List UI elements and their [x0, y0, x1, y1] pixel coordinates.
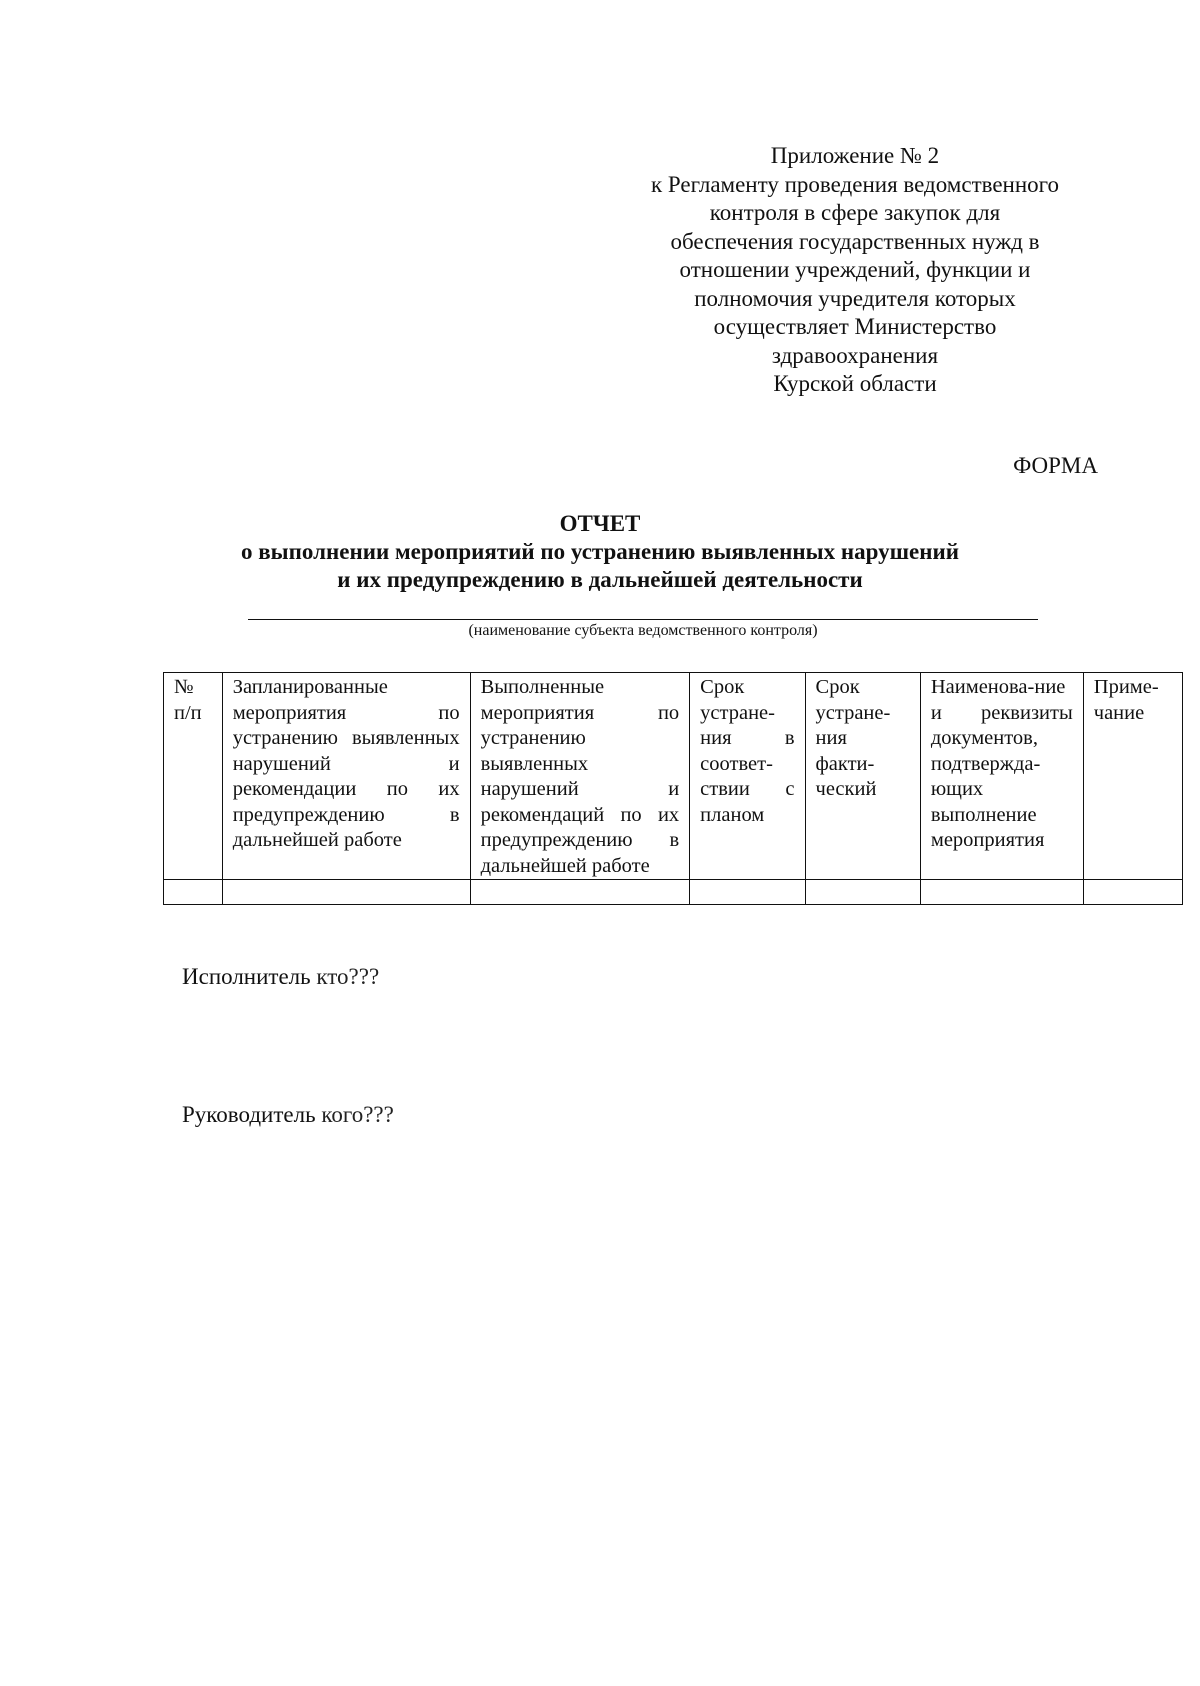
header-cell-text: Наименова-ние и реквизиты документов, подтвержда-ющих выполнение мероприятия	[930, 676, 1073, 851]
table-cell	[920, 880, 1083, 905]
table-row	[164, 880, 1183, 905]
head-value: кого???	[321, 1102, 394, 1127]
subject-name-blank-line	[248, 619, 1038, 620]
table-cell	[1083, 880, 1182, 905]
form-label: ФОРМА	[1013, 453, 1098, 478]
header-cell-text: Срок устране-ния в соответ-ствии с планом	[700, 676, 795, 826]
header-planned-deadline	[690, 673, 805, 880]
head-label: Руководитель	[182, 1102, 316, 1127]
table-cell	[690, 880, 805, 905]
report-table	[163, 672, 1183, 905]
appendix-line: контроля в сфере закупок для	[709, 200, 1001, 225]
header-cell-text: Запланированные мероприятия по устранению выявленных нарушений и рекомендации по их предупреждению в дальнейшей работе	[232, 676, 460, 851]
header-note	[1083, 673, 1182, 880]
report-title-line: о выполнении мероприятий по устранению выявленных нарушений	[241, 539, 959, 564]
table-cell	[222, 880, 470, 905]
header-documents	[920, 673, 1083, 880]
header-number	[164, 673, 223, 880]
executor-label: Исполнитель	[182, 964, 311, 989]
appendix-line: осуществляет Министерство	[713, 314, 997, 339]
table-cell	[470, 880, 690, 905]
report-title-line: и их предупреждению в дальнейшей деятельности	[337, 567, 863, 592]
header-cell-text: № п/п	[174, 676, 202, 724]
table-cell	[164, 880, 223, 905]
header-cell-text: Выполненные мероприятия по устранению выявленных нарушений и рекомендаций по их предупреждению в дальнейшей работе	[480, 676, 680, 877]
header-planned-measures	[222, 673, 470, 880]
executor-value: кто???	[316, 964, 380, 989]
report-title	[0, 510, 1200, 594]
table-cell	[805, 880, 920, 905]
subject-caption: (наименование субъекта ведомственного контроля)	[468, 622, 818, 639]
table-header-row	[164, 673, 1183, 880]
report-title-main: ОТЧЕТ	[559, 511, 641, 536]
appendix-line: Курской области	[773, 371, 937, 396]
header-cell-text: Срок устране-ния факти-ческий	[815, 676, 891, 800]
appendix-line: полномочия учредителя которых	[694, 285, 1016, 311]
appendix-line: Приложение № 2	[770, 143, 940, 168]
header-completed-measures	[470, 673, 690, 880]
appendix-block	[620, 142, 1090, 399]
appendix-line: здравоохранения	[771, 342, 939, 368]
head-line	[182, 1102, 394, 1128]
appendix-line: обеспечения государственных нужд в	[670, 228, 1040, 254]
executor-line	[182, 964, 379, 990]
appendix-line: отношении учреждений, функции и	[679, 257, 1031, 282]
appendix-line: к Регламенту проведения ведомственного	[650, 171, 1060, 197]
header-cell-text: Приме-чание	[1093, 676, 1159, 724]
header-actual-deadline	[805, 673, 920, 880]
